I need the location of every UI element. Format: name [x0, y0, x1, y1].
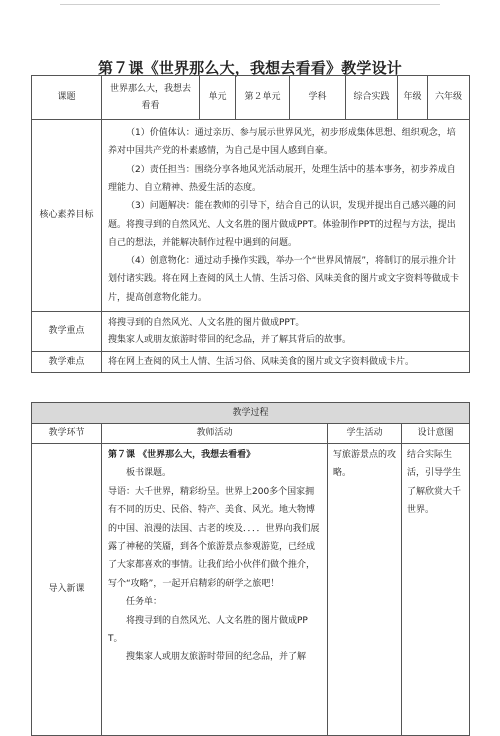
subject-label: 学科: [290, 76, 346, 120]
lesson-info-table: [31, 75, 470, 373]
header-stage: 教学环节: [32, 424, 102, 444]
difficult-points-content: 将在网上查阅的风土人情、生活习俗、风味美食的图片或文字资料做成卡片。: [102, 352, 470, 373]
info-row: [32, 76, 470, 120]
lesson-value: 世界那么大，我想去看看: [102, 76, 200, 120]
objective-item: （1）价值体认：通过亲历、参与展示世界风光，初步形成集体思想、组织观念，培养对中国共产党的朴素感情，为自己是中国人感到自豪。: [108, 128, 456, 157]
objectives-row: [32, 120, 470, 312]
process-title: 教学过程: [32, 403, 470, 424]
stage-cell: 导入新课: [32, 444, 102, 736]
process-header-row: [32, 424, 470, 444]
subject-value: 综合实践: [346, 76, 398, 120]
difficult-points-row: [32, 352, 470, 373]
header-teacher: 教师活动: [102, 424, 328, 444]
student-activity: 写旅游景点的攻略。: [328, 444, 402, 736]
intro-text: 导语：大千世界，精彩纷呈。世界上200多个国家拥有不同的历史、民俗、特产、美食、风光。地大物博的中国、浪漫的法国、古老的埃及．．．．世界向我们展露了神秘的笑靥，到各个旅游景点参观游览，已经成了大家都喜欢的事情。让我们给小伙伴们做个推介，写个“攻略”，一起开启精彩的研学之旅吧！: [108, 486, 320, 589]
grade-value: 六年级: [428, 76, 470, 120]
key-points-content: [102, 312, 470, 352]
design-intent: 结合实际生活，引导学生了解欣赏大千世界。: [402, 444, 470, 736]
board-note: 板书课题。: [126, 468, 172, 479]
lesson-heading: 第７课 《世界那么大，我想去看看》: [108, 450, 256, 460]
difficult-points-label: 教学难点: [32, 352, 102, 373]
document-title: 第７课《世界那么大，我想去看看》教学设计: [97, 59, 402, 77]
task-item: 将搜寻到的自然风光、人文名胜的图片做成PPT。: [108, 615, 308, 645]
key-points-label: 教学重点: [32, 312, 102, 352]
grade-label: 年级: [398, 76, 428, 120]
key-point-line: 搜集家人或朋友旅游时带回的纪念品，并了解其背后的故事。: [108, 334, 352, 345]
teacher-activity: [102, 444, 328, 736]
page-top-rule: [60, 4, 440, 5]
teaching-process-table: [31, 402, 470, 736]
objective-item: （3）问题解决：能在教师的引导下，结合自己的认识，发现并提出自己感兴趣的问题。将搜寻到的自然风光、人文名胜的图片做成PPT。体验制作PPT的过程与方法，提出自己的想法，并能解决制作过程中遇到的问题。: [108, 201, 456, 248]
unit-value: 第２单元: [236, 76, 290, 120]
process-row: [32, 444, 470, 736]
process-title-row: [32, 403, 470, 424]
task-label: 任务单：: [126, 597, 163, 608]
header-intent: 设计意图: [402, 424, 470, 444]
objective-item: （4）创意物化：通过动手操作实践，举办一个“世界风情展”，将制订的展示推介计划付诸实践。将在网上查阅的风土人情、生活习俗、风味美食的图片或文字资料等做成卡片，提高创意物化能力。: [108, 256, 460, 303]
key-point-line: 将搜寻到的自然风光、人文名胜的图片做成PPT。: [108, 317, 305, 328]
objectives-content: [102, 120, 470, 312]
header-student: 学生活动: [328, 424, 402, 444]
key-points-row: [32, 312, 470, 352]
unit-label: 单元: [200, 76, 236, 120]
task-item: 搜集家人或朋友旅游时带回的纪念品，并了解: [126, 652, 307, 663]
lesson-label: 课题: [32, 76, 102, 120]
objective-item: （2）责任担当：围绕分享各地风光活动展开，处理生活中的基本事务，初步养成自理能力、自立精神、热爱生活的态度。: [108, 164, 456, 193]
objectives-label: 核心素养目标: [32, 120, 102, 312]
